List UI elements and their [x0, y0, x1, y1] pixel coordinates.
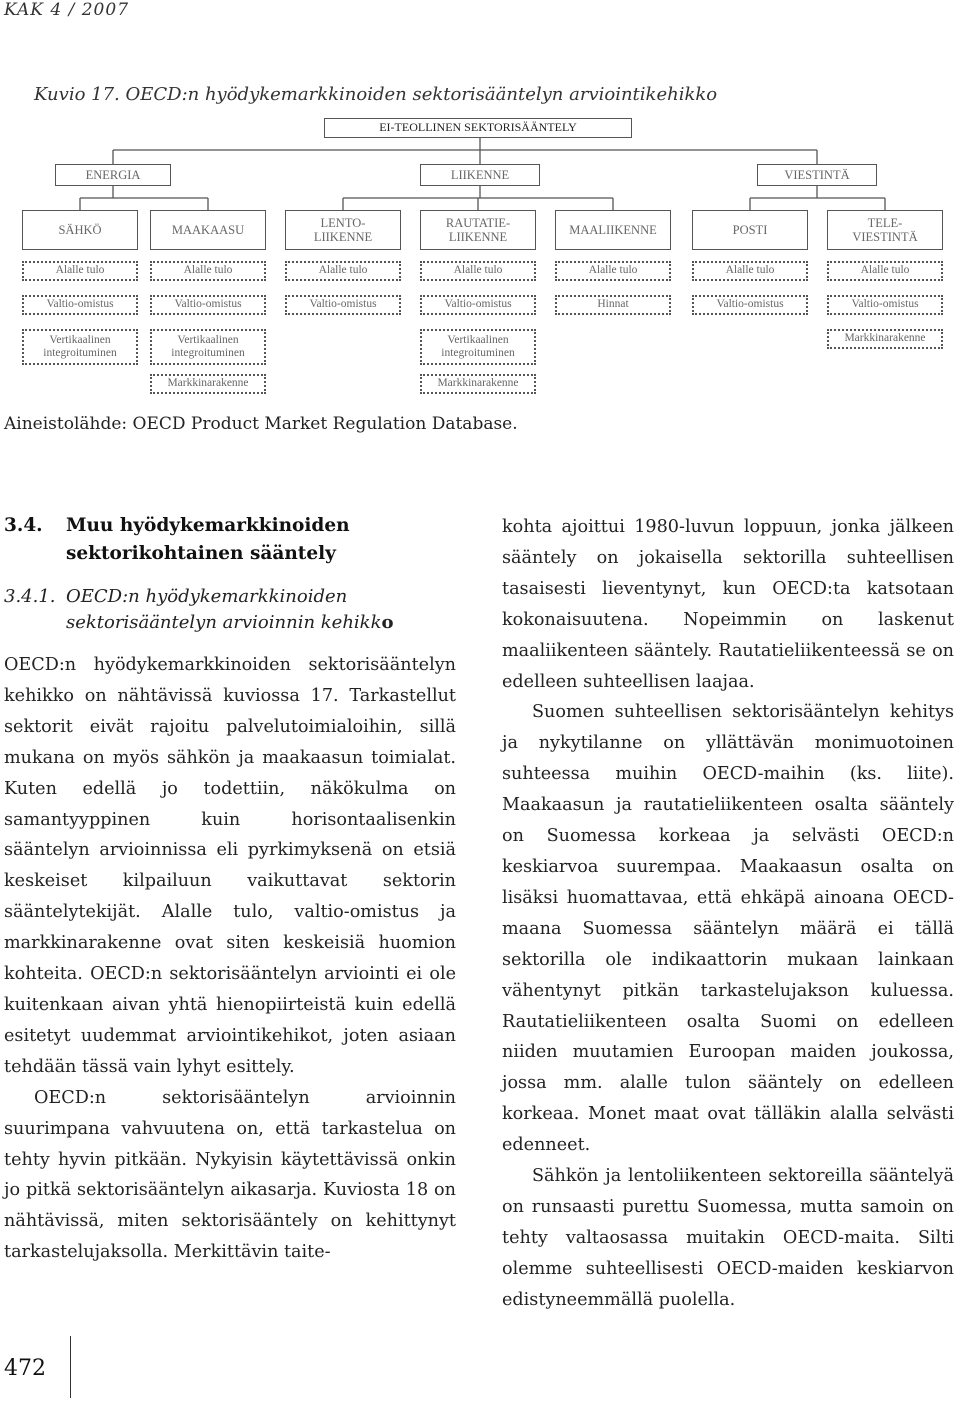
ownership-box: Valtio-omistus: [22, 295, 138, 315]
ownership-box: Valtio-omistus: [827, 295, 943, 315]
vertical-integration-box: Vertikaalinen integroituminen: [150, 329, 266, 365]
running-header: KAK 4 / 2007: [4, 0, 130, 20]
subsection-title-line1: OECD:n hyödykemarkkinoiden: [66, 586, 348, 607]
subsection-title-last-letter: o: [381, 612, 394, 633]
group-energia: ENERGIA: [55, 164, 171, 186]
market-structure-box: Markkinarakenne: [827, 329, 943, 349]
entry-box: Alalle tulo: [150, 261, 266, 281]
market-structure-box: Markkinarakenne: [150, 374, 266, 394]
entry-box: Alalle tulo: [827, 261, 943, 281]
subsection-heading: [4, 584, 456, 636]
sector-sahko: SÄHKÖ: [22, 210, 138, 250]
prices-box: Hinnat: [555, 295, 671, 315]
sector-lentoliikenne: LENTO- LIIKENNE: [285, 210, 401, 250]
root-box: EI-TEOLLINEN SEKTORISÄÄNTELY: [324, 118, 632, 138]
entry-box: Alalle tulo: [692, 261, 808, 281]
figure-source: Aineistolähde: OECD Product Market Regulation Database.: [4, 414, 518, 434]
sector-maaliikenne: MAALIIKENNE: [555, 210, 671, 250]
section-title-line1: Muu hyödykemarkkinoiden: [66, 515, 350, 536]
section-title-line2: sektorikohtainen sääntely: [66, 543, 336, 564]
page-number-divider: [70, 1336, 71, 1398]
body-paragraph: Sähkön ja lentoliikenteen sektoreilla sääntelyä on runsaasti purettu Suomessa, mutta samoin on tehty valtaosassa muitakin OECD-maita. Silti olemme suhteellisesti OECD-maiden keskiarvon edistyneemmällä puolella.: [502, 1166, 954, 1310]
ownership-box: Valtio-omistus: [692, 295, 808, 315]
framework-diagram: [0, 112, 960, 402]
page-number: 472: [4, 1356, 46, 1381]
subsection-title-line2: sektorisääntelyn arvioinnin kehikk: [66, 612, 382, 633]
entry-box: Alalle tulo: [22, 261, 138, 281]
sector-posti: POSTI: [692, 210, 808, 250]
sector-maakaasu: MAAKAASU: [150, 210, 266, 250]
sector-televiestinta: TELE- VIESTINTÄ: [827, 210, 943, 250]
ownership-box: Valtio-omistus: [285, 295, 401, 315]
body-paragraph: Suomen suhteellisen sektorisääntelyn kehitys ja nykytilanne on yllättävän monimuotoinen suhteessa muihin OECD-maihin (ks. liite). Maakaasun ja rautatieliikenteen osalta sääntely on Suomessa korkeaa ja selvästi OECD:n keskiarvoa suurempaa. Maakaasun osalta on lisäksi huomattavaa, että ehkäpä ainoana OECD-maana Suomessa sääntelyn määrä ei tällä sektorilla ole indikaattorin mukaan lainkaan vähentynyt pitkän tarkastelujakson kuluessa. Rautatieliikenteen osalta Suomi on edelleen niiden muutamien Euroopan maiden joukossa, jossa mm. alalle tulon sääntely on edelleen korkeaa. Monet maat ovat tälläkin alalla selvästi edenneet.: [502, 702, 954, 1156]
vertical-integration-box: Vertikaalinen integroituminen: [22, 329, 138, 365]
ownership-box: Valtio-omistus: [420, 295, 536, 315]
ownership-box: Valtio-omistus: [150, 295, 266, 315]
sector-rautatieliikenne: RAUTATIE- LIIKENNE: [420, 210, 536, 250]
entry-box: Alalle tulo: [420, 261, 536, 281]
section-heading: [4, 512, 456, 568]
body-paragraph: OECD:n sektorisääntelyn arvioinnin suurimpana vahvuutena on, että tarkastelua on tehty hyvin pitkään. Nykyisin käytettävissä onkin jo pitkä sektorisääntelyn aikasarja. Kuviosta 18 on nähtävissä, miten sektorisääntely on kehittynyt tarkastelujaksolla. Merkittävin taite-: [4, 1087, 456, 1263]
group-liikenne: LIIKENNE: [420, 164, 540, 186]
right-column: [502, 512, 954, 1316]
section-number: 3.4.: [4, 515, 43, 536]
vertical-integration-box: Vertikaalinen integroituminen: [420, 329, 536, 365]
subsection-number: 3.4.1.: [4, 586, 56, 607]
group-viestinta: VIESTINTÄ: [757, 164, 877, 186]
body-paragraph: kohta ajoittui 1980-luvun loppuun, jonka jälkeen sääntely on jokaisella sektorilla suhteellisen tasaisesti lieventynyt, kun OECD:ta katsotaan kokonaisuutena. Nopeimmin on laskenut maaliikenteen sääntely. Rautatieliikenteessä se on edelleen suhteellisen laajaa.: [502, 517, 954, 692]
market-structure-box: Markkinarakenne: [420, 374, 536, 394]
entry-box: Alalle tulo: [285, 261, 401, 281]
entry-box: Alalle tulo: [555, 261, 671, 281]
body-paragraph: OECD:n hyödykemarkkinoiden sektorisääntelyn kehikko on nähtävissä kuviossa 17. Tarkastellut sektorit eivät rajoitu palvelutoimialoihin, sillä mukana on myös sähkön ja maakaasun toimialat. Kuten edellä jo todettiin, näkökulma on samantyyppinen kuin horisontaalisenkin sääntelyn arvioinnissa eli pyrkimyksenä on etsiä keskeiset kilpailuun vaikuttavat sektorin sääntelytekijät. Alalle tulo, valtio-omistus ja markkinarakenne ovat siten keskeisiä huomion kohteita. OECD:n sektorisääntelyn arviointi ei ole kuitenkaan aivan yhtä hienopiirteistä kuin edellä esitetyt uudemmat arviointikehikot, joten asiaan tehdään tässä vain lyhyt esittely.: [4, 655, 456, 1077]
figure-caption: Kuvio 17. OECD:n hyödykemarkkinoiden sektorisääntelyn arviointikehikko: [34, 84, 718, 105]
left-column: [4, 512, 456, 1268]
